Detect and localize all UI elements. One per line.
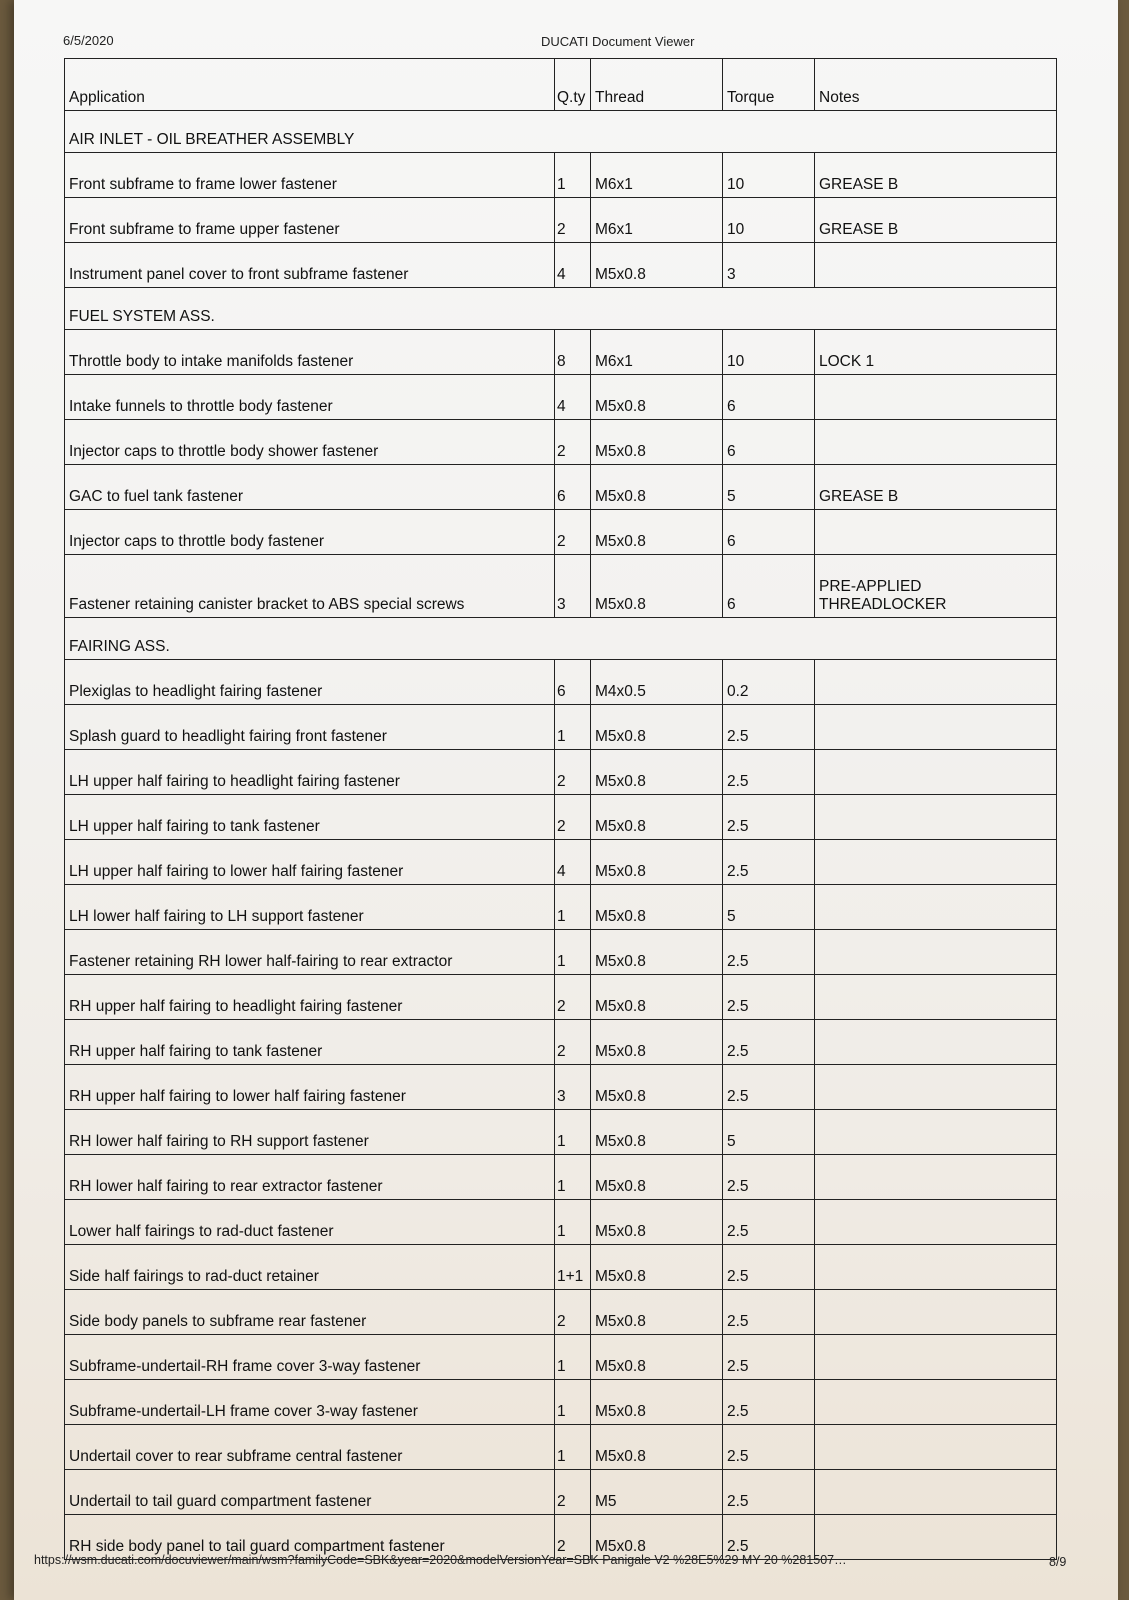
cell-qty: 2 (555, 510, 591, 555)
cell-notes (815, 1335, 1057, 1380)
section-row (65, 288, 1057, 330)
cell-torque: 2.5 (723, 930, 815, 975)
cell-application: LH lower half fairing to LH support fastener (65, 885, 555, 930)
cell-thread: M5x0.8 (591, 243, 723, 288)
table-row (65, 375, 1057, 420)
cell-notes (815, 1290, 1057, 1335)
cell-application: Throttle body to intake manifolds fastener (65, 330, 555, 375)
table-row (65, 1020, 1057, 1065)
cell-qty: 6 (555, 465, 591, 510)
cell-qty: 2 (555, 1470, 591, 1515)
cell-notes (815, 243, 1057, 288)
cell-torque: 6 (723, 510, 815, 555)
cell-qty: 4 (555, 243, 591, 288)
cell-application: RH upper half fairing to lower half fairing fastener (65, 1065, 555, 1110)
cell-notes: PRE-APPLIED THREADLOCKER (815, 555, 1057, 618)
cell-torque: 2.5 (723, 1380, 815, 1425)
cell-thread: M6x1 (591, 330, 723, 375)
cell-qty: 2 (555, 750, 591, 795)
cell-torque: 2.5 (723, 750, 815, 795)
table-row (65, 840, 1057, 885)
cell-notes (815, 660, 1057, 705)
cell-thread: M6x1 (591, 153, 723, 198)
cell-thread: M5x0.8 (591, 375, 723, 420)
cell-application: Fastener retaining RH lower half-fairing to rear extractor (65, 930, 555, 975)
cell-notes: GREASE B (815, 153, 1057, 198)
table-row (65, 885, 1057, 930)
cell-torque: 6 (723, 555, 815, 618)
table-header-row (65, 59, 1057, 111)
document-page (14, 0, 1118, 1600)
section-title: FUEL SYSTEM ASS. (65, 288, 1057, 330)
cell-application: Splash guard to headlight fairing front fastener (65, 705, 555, 750)
cell-qty: 1 (555, 1380, 591, 1425)
cell-thread: M5x0.8 (591, 1380, 723, 1425)
cell-qty: 1 (555, 885, 591, 930)
source-url: https://wsm.ducati.com/docuviewer/main/wsm?familyCode=SBK&year=2020&modelVersionYear=SBK Panigale V2 %28E5%29 MY 20 %281507… (34, 1553, 847, 1567)
cell-notes (815, 1380, 1057, 1425)
cell-application: LH upper half fairing to lower half fairing fastener (65, 840, 555, 885)
cell-thread: M6x1 (591, 198, 723, 243)
cell-torque: 5 (723, 465, 815, 510)
cell-thread: M5x0.8 (591, 1110, 723, 1155)
torque-table (64, 58, 1056, 1560)
cell-torque: 2.5 (723, 1065, 815, 1110)
cell-thread: M5x0.8 (591, 975, 723, 1020)
cell-torque: 0.2 (723, 660, 815, 705)
table-row (65, 660, 1057, 705)
cell-qty: 1+1 (555, 1245, 591, 1290)
cell-thread: M5x0.8 (591, 465, 723, 510)
cell-application: RH lower half fairing to rear extractor fastener (65, 1155, 555, 1200)
print-date: 6/5/2020 (63, 33, 114, 48)
cell-torque: 3 (723, 243, 815, 288)
cell-torque: 6 (723, 420, 815, 465)
cell-qty: 3 (555, 555, 591, 618)
cell-application: Intake funnels to throttle body fastener (65, 375, 555, 420)
cell-thread: M5x0.8 (591, 1425, 723, 1470)
table-row (65, 198, 1057, 243)
table-row (65, 510, 1057, 555)
cell-qty: 1 (555, 1425, 591, 1470)
table-row (65, 705, 1057, 750)
table-row (65, 1380, 1057, 1425)
cell-application: Front subframe to frame upper fastener (65, 198, 555, 243)
table-row (65, 420, 1057, 465)
cell-thread: M5x0.8 (591, 1065, 723, 1110)
cell-torque: 10 (723, 198, 815, 243)
cell-notes (815, 705, 1057, 750)
cell-notes (815, 930, 1057, 975)
table-row (65, 465, 1057, 510)
cell-notes (815, 795, 1057, 840)
cell-qty: 6 (555, 660, 591, 705)
cell-notes: LOCK 1 (815, 330, 1057, 375)
section-row (65, 111, 1057, 153)
cell-qty: 8 (555, 330, 591, 375)
cell-application: LH upper half fairing to tank fastener (65, 795, 555, 840)
cell-thread: M5x0.8 (591, 930, 723, 975)
cell-notes (815, 510, 1057, 555)
cell-torque: 5 (723, 885, 815, 930)
cell-application: RH upper half fairing to tank fastener (65, 1020, 555, 1065)
column-header-application: Application (65, 59, 555, 111)
column-header-torque: Torque (723, 59, 815, 111)
cell-qty: 4 (555, 840, 591, 885)
cell-thread: M5x0.8 (591, 510, 723, 555)
cell-notes (815, 1470, 1057, 1515)
cell-thread: M5x0.8 (591, 1200, 723, 1245)
table-row (65, 1425, 1057, 1470)
cell-torque: 2.5 (723, 1290, 815, 1335)
cell-notes (815, 840, 1057, 885)
cell-thread: M5x0.8 (591, 1245, 723, 1290)
cell-qty: 2 (555, 795, 591, 840)
page-number: 8/9 (1049, 1555, 1067, 1569)
cell-notes (815, 1515, 1057, 1560)
cell-thread: M5 (591, 1470, 723, 1515)
cell-application: Undertail cover to rear subframe central fastener (65, 1425, 555, 1470)
cell-thread: M5x0.8 (591, 1335, 723, 1380)
cell-thread: M5x0.8 (591, 750, 723, 795)
cell-notes (815, 750, 1057, 795)
cell-torque: 10 (723, 330, 815, 375)
cell-notes (815, 420, 1057, 465)
cell-qty: 1 (555, 705, 591, 750)
cell-torque: 2.5 (723, 1425, 815, 1470)
cell-qty: 1 (555, 930, 591, 975)
cell-torque: 2.5 (723, 1470, 815, 1515)
cell-application: Undertail to tail guard compartment fastener (65, 1470, 555, 1515)
table-row (65, 1200, 1057, 1245)
column-header-thread: Thread (591, 59, 723, 111)
cell-application: RH upper half fairing to headlight fairing fastener (65, 975, 555, 1020)
section-title: AIR INLET - OIL BREATHER ASSEMBLY (65, 111, 1057, 153)
cell-qty: 1 (555, 1335, 591, 1380)
cell-torque: 2.5 (723, 1335, 815, 1380)
cell-qty: 1 (555, 1155, 591, 1200)
cell-application: GAC to fuel tank fastener (65, 465, 555, 510)
cell-application: Subframe-undertail-RH frame cover 3-way fastener (65, 1335, 555, 1380)
cell-thread: M5x0.8 (591, 555, 723, 618)
table-row (65, 1245, 1057, 1290)
cell-application: LH upper half fairing to headlight fairing fastener (65, 750, 555, 795)
cell-thread: M5x0.8 (591, 1155, 723, 1200)
table-row (65, 330, 1057, 375)
cell-qty: 1 (555, 153, 591, 198)
cell-thread: M5x0.8 (591, 1020, 723, 1065)
cell-torque: 2.5 (723, 1245, 815, 1290)
cell-notes (815, 1020, 1057, 1065)
cell-notes (815, 1155, 1057, 1200)
cell-application: Subframe-undertail-LH frame cover 3-way fastener (65, 1380, 555, 1425)
cell-application: Front subframe to frame lower fastener (65, 153, 555, 198)
cell-notes (815, 975, 1057, 1020)
cell-qty: 1 (555, 1200, 591, 1245)
cell-qty: 3 (555, 1065, 591, 1110)
cell-notes (815, 885, 1057, 930)
document-title: DUCATI Document Viewer (541, 34, 695, 49)
section-row (65, 618, 1057, 660)
cell-application: Lower half fairings to rad-duct fastener (65, 1200, 555, 1245)
table-row (65, 1155, 1057, 1200)
section-title: FAIRING ASS. (65, 618, 1057, 660)
cell-torque: 2.5 (723, 795, 815, 840)
table-row (65, 153, 1057, 198)
cell-notes (815, 1200, 1057, 1245)
table-row (65, 975, 1057, 1020)
cell-application: RH side body panel to tail guard compartment fastener (65, 1515, 555, 1560)
cell-qty: 1 (555, 1110, 591, 1155)
table-row (65, 930, 1057, 975)
cell-application: Side body panels to subframe rear fastener (65, 1290, 555, 1335)
cell-qty: 2 (555, 1515, 591, 1560)
cell-qty: 4 (555, 375, 591, 420)
cell-qty: 2 (555, 975, 591, 1020)
cell-notes (815, 1110, 1057, 1155)
table-row (65, 1065, 1057, 1110)
cell-torque: 2.5 (723, 1155, 815, 1200)
cell-torque: 6 (723, 375, 815, 420)
column-header-notes: Notes (815, 59, 1057, 111)
cell-thread: M5x0.8 (591, 420, 723, 465)
table-row (65, 1110, 1057, 1155)
table-row (65, 555, 1057, 618)
table-row (65, 795, 1057, 840)
cell-application: Instrument panel cover to front subframe fastener (65, 243, 555, 288)
cell-notes (815, 1245, 1057, 1290)
cell-thread: M5x0.8 (591, 1290, 723, 1335)
cell-application: Side half fairings to rad-duct retainer (65, 1245, 555, 1290)
cell-notes: GREASE B (815, 198, 1057, 243)
cell-application: Injector caps to throttle body fastener (65, 510, 555, 555)
cell-torque: 2.5 (723, 975, 815, 1020)
cell-application: Fastener retaining canister bracket to ABS special screws (65, 555, 555, 618)
cell-torque: 2.5 (723, 1200, 815, 1245)
cell-notes (815, 375, 1057, 420)
cell-thread: M4x0.5 (591, 660, 723, 705)
table-row (65, 1335, 1057, 1380)
cell-torque: 2.5 (723, 840, 815, 885)
cell-torque: 2.5 (723, 1020, 815, 1065)
cell-thread: M5x0.8 (591, 795, 723, 840)
cell-application: Injector caps to throttle body shower fastener (65, 420, 555, 465)
cell-torque: 10 (723, 153, 815, 198)
column-header-qty: Q.ty (555, 59, 591, 111)
table-row (65, 1290, 1057, 1335)
cell-torque: 2.5 (723, 705, 815, 750)
cell-thread: M5x0.8 (591, 705, 723, 750)
cell-qty: 2 (555, 420, 591, 465)
cell-thread: M5x0.8 (591, 885, 723, 930)
cell-notes (815, 1065, 1057, 1110)
table-row (65, 1470, 1057, 1515)
cell-thread: M5x0.8 (591, 1515, 723, 1560)
cell-torque: 5 (723, 1110, 815, 1155)
cell-thread: M5x0.8 (591, 840, 723, 885)
cell-qty: 2 (555, 1020, 591, 1065)
cell-application: Plexiglas to headlight fairing fastener (65, 660, 555, 705)
table-row (65, 750, 1057, 795)
cell-qty: 2 (555, 1290, 591, 1335)
table-row (65, 243, 1057, 288)
cell-qty: 2 (555, 198, 591, 243)
cell-notes (815, 1425, 1057, 1470)
cell-torque: 2.5 (723, 1515, 815, 1560)
cell-notes: GREASE B (815, 465, 1057, 510)
cell-application: RH lower half fairing to RH support fastener (65, 1110, 555, 1155)
